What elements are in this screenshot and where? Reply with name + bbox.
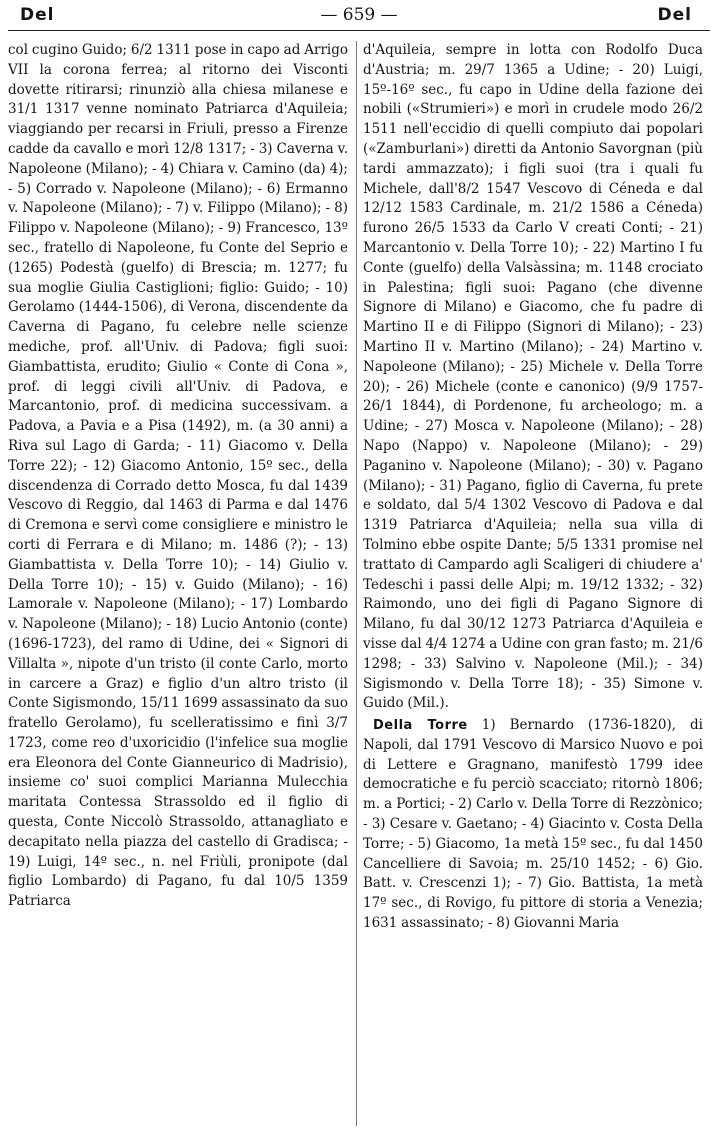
header-right-word: Del: [657, 5, 692, 25]
dictionary-page: [0, 4, 718, 1137]
entry-della-torre-text: 1) Bernardo (1736-1820), di Napoli, dal 1791 Vescovo di Marsico Nuovo e poi di Lettere e Gragnano, manifestò 1799 idee democratiche e fu perciò scacciato; ritornò 1806; m. a Portici; - 2) Carlo v. Della Torre di Rezzònico; - 3) Cesare v. Gaetano; - 4) Giacinto v. Costa Della Torre; - 5) Giacomo, 1a metà 15º sec., fu dal 1450 Cancelliere di Savoia; m. 25/10 1452; - 6) Gio. Batt. v. Crescenzi 1); - 7) Gio. Battista, 1a metà 17º sec., di Rovigo, fu pittore di storia a Venezia; 1631 assassinato; - 8) Giovanni Maria: [363, 717, 703, 932]
right-column-text: d'Aquileia, sempre in lotta con Rodolfo Duca d'Austria; m. 29/7 1365 a Udine; - 20) Luigi, 15º-16º sec., fu capo in Udine della fazione dei nobili («Strumieri») e morì in crudele modo 26/2 1511 nell'eccidio di quelli compiuto dai popolari («Zamburlani») diretti da Antonio Savorgnan (più tardi ammazzato); i figli suoi (tra i quali fu Michele, dall'8/2 1547 Vescovo di Céneda e dal 12/12 1583 Cardinale, m. 21/2 1586 a Céneda) furono 26/5 1533 da Carlo V creati Conti; - 21) Marcantonio v. Della Torre 10); - 22) Martino I fu Conte (guelfo) della Valsàssina; m. 1148 crociato in Palestina; figli suoi: Pagano (che divenne Signore di Milano) e Giacomo, che fu padre di Martino II e di Filippo (Signori di Milano); - 23) Martino II v. Martino (Milano); - 24) Martino v. Napoleone (Milano); - 25) Michele v. Della Torre 20); - 26) Michele (conte e canonico) (9/9 1757-26/1 1844), di Pordenone, fu archeologo; m. a Udine; - 27) Mosca v. Napoleone (Milano); - 28) Napo (Nappo) v. Napoleone (Milano); - 29) Paganino v. Napoleone (Milano); - 30) v. Pagano (Milano); - 31) Pagano, figlio di Caverna, fu prete e soldato, dal 5/4 1302 Vescovo di Padova e dal 1319 Patriarca d'Aquileia; nella sua villa di Tolmino ebbe ospite Dante; 5/5 1331 promise nel trattato di Campardo agli Scaligeri di chiudere a' Tedeschi i passi delle Alpi; m. 19/12 1332; - 32) Raimondo, uno dei figli di Pagano Signore di Milano, fu dal 30/12 1273 Patriarca d'Aquileia e visse dal 4/4 1274 a Udine con gran fasto; m. 21/6 1298; - 33) Salvino v. Napoleone (Mil.); - 34) Sigismondo v. Della Torre 18); - 35) Simone v. Guido (Mil.).: [363, 42, 703, 712]
entry-headword: Della Torre: [373, 718, 468, 734]
running-header: [8, 4, 710, 31]
column-divider: [356, 41, 357, 1126]
left-column: [8, 41, 348, 912]
text-columns: [8, 41, 710, 1131]
left-column-text: col cugino Guido; 6/2 1311 pose in capo ad Arrigo VII la corona ferrea; al ritorno dei Visconti dovette ritirarsi; rinunziò alla chiesa milanese e 31/1 1317 venne nominato Patriarca d'Aquileia; viaggiando per recarsi in Friuli, presso a Firenze cadde da cavallo e morì 12/8 1317; - 3) Caverna v. Napoleone (Milano); - 4) Chiara v. Camino (da) 4); - 5) Corrado v. Napoleone (Milano); - 6) Ermanno v. Napoleone (Milano); - 7) v. Filippo (Milano); - 8) Filippo v. Napoleone (Milano); - 9) Francesco, 13º sec., fratello di Napoleone, fu Conte del Seprio e (1265) Podestà (guelfo) di Brescia; m. 1277; fu sua moglie Giulia Castiglioni; figlio: Guido; - 10) Gerolamo (1444-1506), di Verona, discendente da Caverna di Pagano, fu celebre nelle scienze mediche, prof. all'Univ. di Padova; figli suoi: Giambattista, erudito; Giulio « Conte di Cona », prof. di leggi civili all'Univ. di Padova, e Marcantonio, prof. di medicina successivam. a Padova, a Pavia e a Pisa (1492), m. (a 30 anni) a Riva sul Lago di Garda; - 11) Giacomo v. Della Torre 22); - 12) Giacomo Antonio, 15º sec., della discendenza di Corrado detto Mosca, fu dal 1439 Vescovo di Reggio, dal 1463 di Parma e dal 1476 di Cremona e servì come consigliere e ministro le corti di Ferrara e di Milano; m. 1486 (?); - 13) Giambattista v. Della Torre 10); - 14) Giulio v. Della Torre 10); - 15) v. Guido (Milano); - 16) Lamorale v. Napoleone (Milano); - 17) Lombardo v. Napoleone (Milano); - 18) Lucio Antonio (conte) (1696-1723), del ramo di Udine, dei « Signori di Villalta », nipote d'un tristo (il conte Carlo, morto in carcere a Graz) e figlio d'un altro tristo (il Conte Sigismondo, 15/11 1699 assassinato da suo fratello Gerolamo), fu scelleratissimo e finì 3/7 1723, come reo d'uxoricidio (l'infelice sua moglie era Eleonora del Conte Gianneurico di Madrisio), insieme co' suoi complici Marianna Mulecchia maritata Contessa Strassoldo ed il figlio di questa, Conte Niccolò Strassoldo, attanagliato e decapitato nella piazza del castello di Gradisca; - 19) Luigi, 14º sec., n. nel Friùli, pronipote (dal figlio Lombardo) di Pagano, fu dal 10/5 1359 Patriarca: [8, 42, 348, 910]
page-number: — 659 —: [320, 5, 398, 25]
header-left-word: Del: [20, 5, 55, 25]
right-column: [363, 41, 703, 934]
entry-della-torre: [363, 716, 703, 934]
